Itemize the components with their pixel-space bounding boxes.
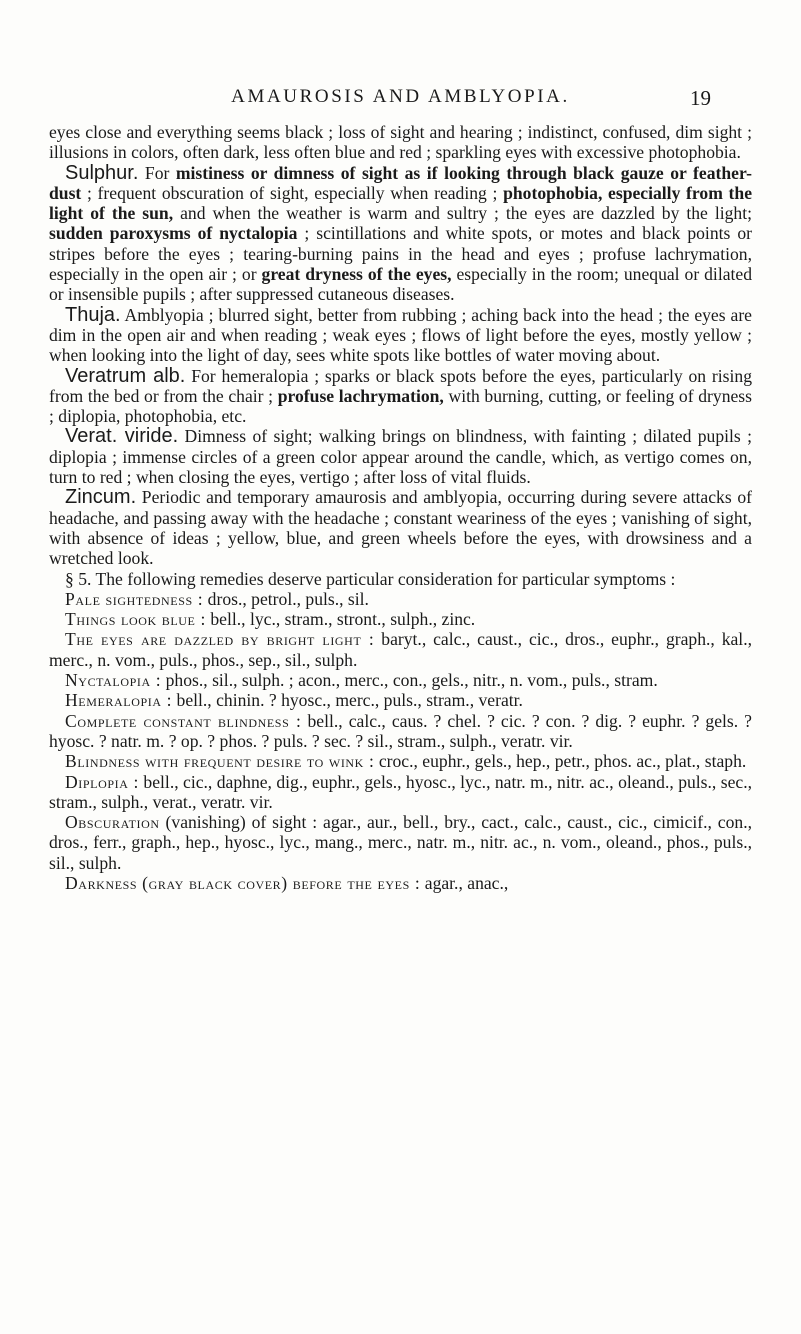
remedy-paragraph-thuja [49,305,752,366]
section-paragraph [49,569,752,589]
remedy-list: bell., cic., daphne, dig., euphr., gels., hyosc., lyc., natr. m., nitr. ac., oleand., puls., sec., stram., sulph., verat., veratr. vir. [49,771,752,812]
remedy-paragraph-veratrum-alb [49,366,752,427]
paragraph-text: eyes close and everything seems black ; loss of sight and hearing ; indistinct, confused, dim sight ; illusions in colors, often dark, less often blue and red ; sparkling eyes with excessive photophobia. [49,122,752,163]
symptom-entry [49,609,752,629]
remedy-list: (vanishing) of sight : agar., aur., bell., bry., cact., calc., caust., cic., cimicif., con., dros., ferr., graph., hep., hyosc., lyc., mang., merc., natr. m., nitr. ac., n. vom., oleand., phos., puls., sil., sulph. [49,812,752,873]
symptom-entry [49,873,752,893]
remedy-paragraph-sulphur [49,163,752,305]
paragraph-continuation [49,122,752,163]
remedy-name: Veratrum alb. [65,364,186,387]
emphasis-text: sudden paroxysms of nyctalopia [49,223,298,244]
symptom-heading: Things look blue : [65,609,206,630]
symptom-heading: Diplopia : [65,771,140,792]
paragraph-text: For hemeralopia ; sparks or black spots before the eyes, particularly on rising from the bed or from the chair ; [49,365,752,406]
remedy-name: Verat. viride. [65,425,179,448]
symptom-entry [49,629,752,670]
symptom-heading: Hemeralopia : [65,690,173,711]
emphasis-text: mistiness or dimness of sight as if looking through black gauze or feather-dust [49,162,752,203]
symptom-entry [49,812,752,873]
symptom-entry [49,690,752,710]
emphasis-text: photophobia, especially from the light of the sun, [49,182,752,224]
remedy-list: bell., calc., caus. ? chel. ? cic. ? con. ? dig. ? euphr. ? gels. ? hyosc. ? natr. m. ? op. ? phos. ? puls. ? sec. ? sil., stram., sulph., veratr. vir. [49,710,752,751]
symptom-entry [49,670,752,690]
page-number: 19 [690,86,711,110]
remedy-list: baryt., calc., caust., cic., dros., euphr., graph., kal., merc., n. vom., puls., phos., sep., sil., sulph. [49,629,752,670]
remedy-list: phos., sil., sulph. ; acon., merc., con., gels., nitr., n. vom., puls., stram. [161,670,658,691]
remedy-paragraph-verat-viride [49,426,752,487]
remedy-name: Sulphur. [65,161,139,184]
remedy-list: bell., chinin. ? hyosc., merc., puls., stram., veratr. [172,690,523,711]
remedy-list: agar., anac., [420,872,509,893]
paragraph-text: with burning, cutting, or feeling of dryness ; diplopia, photophobia, etc. [49,385,752,427]
emphasis-text: profuse lachrymation, [277,385,444,406]
remedy-paragraph-zincum [49,487,752,568]
symptom-heading: Pale sightedness : [65,588,204,609]
text-body [49,122,752,893]
remedy-list: croc., euphr., gels., hep., petr., phos. ac., plat., staph. [374,751,747,772]
running-title: AMAUROSIS AND AMBLYOPIA. [231,86,570,107]
paragraph-text: § 5. The following remedies deserve particular consideration for particular symptoms : [65,568,676,589]
symptom-heading: Nyctalopia : [65,670,162,691]
symptom-heading: The eyes are dazzled by bright light : [65,629,375,650]
running-head [0,86,801,110]
symptom-entry [49,751,752,771]
paragraph-text: and when the weather is warm and sultry ; the eyes are dazzled by the light; [173,203,752,224]
symptom-entry [49,772,752,813]
symptom-entry [49,711,752,752]
paragraph-text: especially in the room; unequal or dilated or insensible pupils ; after suppressed cutaneous diseases. [49,264,753,305]
paragraph-text: ; frequent obscuration of sight, especially when reading ; [81,182,504,203]
emphasis-text: great dryness of the eyes, [261,264,452,285]
paragraph-text: Dimness of sight; walking brings on blindness, with fainting ; dilated pupils ; diplopia ; immense circles of a green color appear around the candle, which, as vertigo comes on, turn to red ; when closing the eyes, vertigo ; after loss of vital fluids. [49,426,753,488]
remedy-name: Zincum. [65,486,137,509]
symptom-heading: Complete constant blindness : [65,710,302,731]
symptom-entry [49,589,752,609]
paragraph-text: For [138,162,176,183]
symptom-heading: Darkness (gray black cover) before the eyes : [65,872,421,893]
symptom-heading: Blindness with frequent desire to wink : [65,751,375,772]
paragraph-text: Periodic and temporary amaurosis and amblyopia, occurring during severe attacks of headache, and passing away with the headache ; constant weariness of the eyes ; vanishing of sight, with absence of ideas ; yellow, blue, and green wheels before the eyes, with drowsiness and a wretched look. [49,487,752,569]
paragraph-text: Amblyopia ; blurred sight, better from rubbing ; aching back into the head ; the eyes are dim in the open air and when reading ; weak eyes ; flows of light before the eyes, mostly yellow ; when looking into the light of day, sees white spots like bottles of water moving about. [49,304,752,366]
symptom-heading: Obscuration [65,812,160,833]
remedy-name: Thuja. [65,303,121,326]
remedy-list: bell., lyc., stram., stront., sulph., zinc. [205,609,476,630]
paragraph-text: ; scintillations and white spots, or motes and black points or stripes before the eyes ; tearing-burning pains in the head and eyes ; profuse lachrymation, especially in the open air ; or [49,223,752,285]
remedy-list: dros., petrol., puls., sil. [203,588,369,609]
